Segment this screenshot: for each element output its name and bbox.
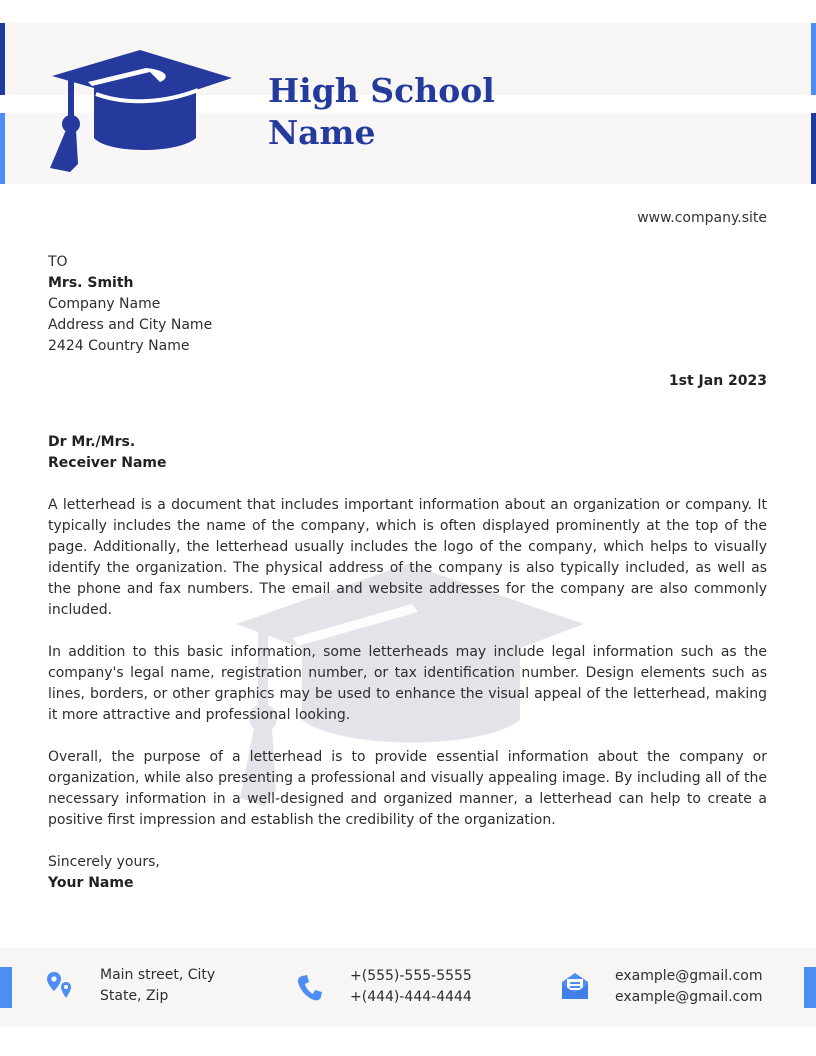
accent-bar — [811, 23, 816, 95]
recipient-name: Mrs. Smith — [48, 275, 134, 291]
phone-number-1[interactable]: +(555)-555-5555 — [350, 968, 472, 984]
website-link[interactable]: www.company.site — [637, 210, 767, 226]
accent-bar — [0, 23, 5, 95]
location-pin-icon — [46, 972, 74, 1002]
email-1[interactable]: example@gmail.com — [615, 968, 763, 984]
graduation-cap-icon — [48, 46, 234, 176]
recipient-address: Address and City Name — [48, 317, 213, 333]
address-line2: State, Zip — [100, 988, 169, 1004]
body-paragraph-1: A letterhead is a document that includes important information about an organization or company. It typically includes the name of the company, which is often displayed prominently at the top of the page. Additionally, the letterhead usually includes the logo of the company, which helps to visually identify the organization. The physical address of the company is also typically included, as well as the phone and fax numbers. The email and website addresses for the company are also commonly included. — [48, 497, 767, 618]
footer-phone — [350, 966, 472, 1008]
accent-bar — [0, 967, 12, 1008]
footer-email — [615, 966, 763, 1008]
body-paragraph-3: Overall, the purpose of a letterhead is to provide essential information about the company or organization, while also presenting a professional and visually appealing image. By including all of the necessary information in a well-designed and organized manner, a letterhead can help to create a positive first impression and establish the credibility of the organization. — [48, 749, 767, 828]
closing-block — [48, 852, 160, 894]
accent-bar — [804, 967, 816, 1008]
accent-bar — [811, 113, 816, 184]
body-paragraph-2: In addition to this basic information, some letterheads may include legal information such as the company's legal name, registration number, or tax identification number. Design elements such as lines, borders, or other graphics may be used to enhance the visual appeal of the letterhead, making it more attractive and professional looking. — [48, 644, 767, 723]
address-line1: Main street, City — [100, 967, 216, 983]
footer-address — [100, 965, 215, 1007]
email-2[interactable]: example@gmail.com — [615, 989, 763, 1005]
to-label: TO — [48, 254, 68, 270]
school-name — [268, 70, 528, 154]
recipient-block — [48, 252, 212, 357]
envelope-icon — [560, 972, 590, 1002]
recipient-country: 2424 Country Name — [48, 338, 190, 354]
school-name-line1: High School — [268, 71, 495, 110]
letter-date: 1st Jan 2023 — [668, 373, 767, 389]
salutation-line2: Receiver Name — [48, 455, 167, 471]
salutation-line1: Dr Mr./Mrs. — [48, 434, 136, 450]
recipient-company: Company Name — [48, 296, 161, 312]
closing-line: Sincerely yours, — [48, 854, 160, 870]
phone-number-2[interactable]: +(444)-444-4444 — [350, 989, 472, 1005]
school-name-line2: Name — [268, 113, 376, 152]
sender-name: Your Name — [48, 875, 134, 891]
phone-icon — [296, 973, 324, 1003]
accent-bar — [0, 113, 5, 184]
salutation — [48, 432, 167, 474]
